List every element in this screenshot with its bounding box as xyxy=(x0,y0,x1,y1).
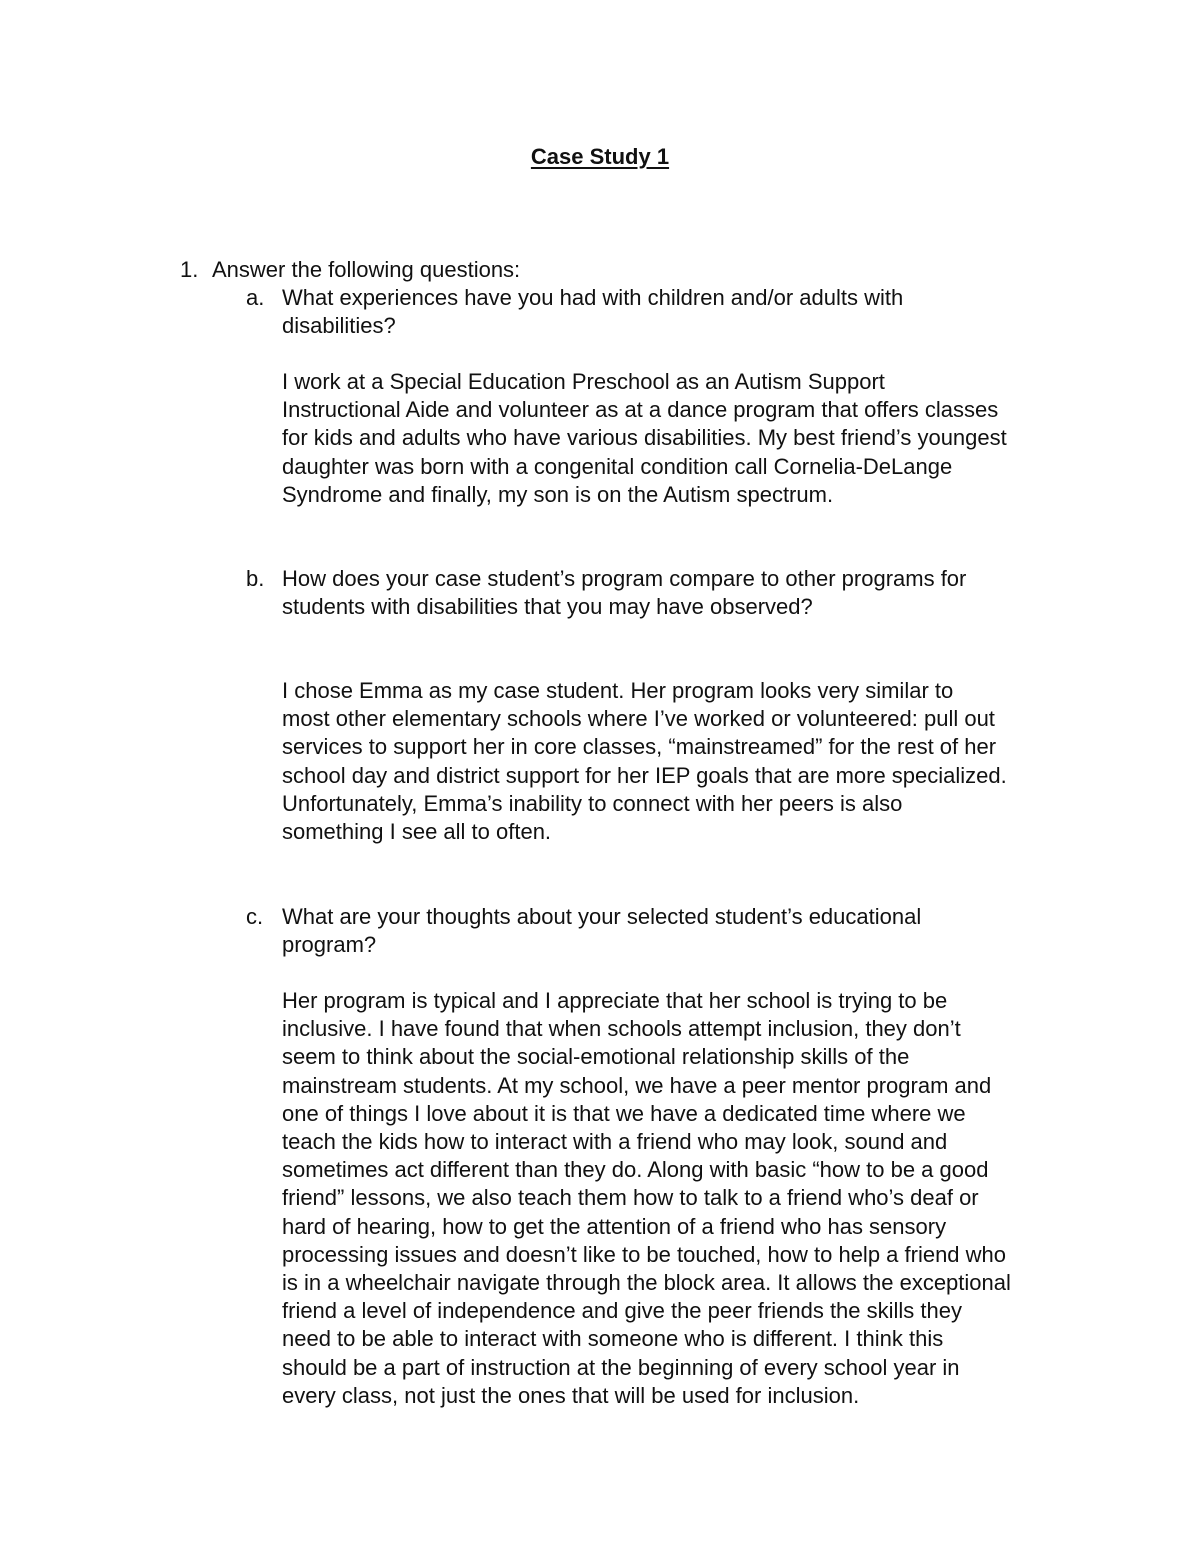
part-c-question-text xyxy=(282,903,1042,959)
part-a-question-line: What experiences have you had with children and/or adults with xyxy=(282,285,904,310)
part-b-answer-line: I chose Emma as my case student. Her program looks very similar to xyxy=(282,678,954,703)
part-c-answer-line: seem to think about the social-emotional relationship skills of the xyxy=(282,1044,910,1070)
part-c-answer-line: should be a part of instruction at the beginning of every school year in xyxy=(282,1354,960,1380)
part-a-answer-line: Instructional Aide and volunteer as at a dance program that offers classes xyxy=(282,397,999,423)
part-c-answer-line: inclusive. I have found that when schools attempt inclusion, they don’t xyxy=(282,1016,961,1042)
part-b-question-text xyxy=(282,565,1042,621)
part-c-answer-line: is in a wheelchair navigate through the block area. It allows the exceptional xyxy=(282,1270,1011,1296)
part-b-question-line: students with disabilities that you may have observed? xyxy=(282,594,813,620)
part-c-answer xyxy=(282,987,1072,1410)
part-a-question-text xyxy=(282,284,1042,340)
question-1-text: Answer the following questions: xyxy=(212,257,521,282)
part-c-answer-line: processing issues and doesn’t like to be touched, how to help a friend who xyxy=(282,1241,1007,1267)
part-a-answer xyxy=(282,368,1072,509)
part-c-answer-line: one of things I love about it is that we have a dedicated time where we xyxy=(282,1100,966,1126)
part-b-answer-line: school day and district support for her IEP goals that are more specialized. xyxy=(282,762,1007,788)
part-a-letter: a. xyxy=(246,285,265,310)
part-b-letter: b. xyxy=(246,566,265,591)
part-c-answer-line: teach the kids how to interact with a friend who may look, sound and xyxy=(282,1129,948,1155)
part-c-answer-line: hard of hearing, how to get the attention of a friend who has sensory xyxy=(282,1213,947,1239)
part-a-answer-line: for kids and adults who have various disabilities. My best friend’s youngest xyxy=(282,425,1007,451)
part-c-question-line: program? xyxy=(282,932,377,958)
part-c-answer-line: every class, not just the ones that will be used for inclusion. xyxy=(282,1382,860,1408)
part-c-letter: c. xyxy=(246,904,264,929)
part-b-answer-line: services to support her in core classes, “mainstreamed” for the rest of her xyxy=(282,734,997,760)
part-c-question-line: What are your thoughts about your selected student’s educational xyxy=(282,904,922,929)
part-c-answer-line: need to be able to interact with someone who is different. I think this xyxy=(282,1326,944,1352)
part-c-answer-line: sometimes act different than they do. Along with basic “how to be a good xyxy=(282,1157,989,1183)
part-b-answer-line: something I see all to often. xyxy=(282,819,552,845)
part-b-answer-line: most other elementary schools where I’ve worked or volunteered: pull out xyxy=(282,706,995,732)
part-a-answer-line: daughter was born with a congenital condition call Cornelia-DeLange xyxy=(282,453,953,479)
question-1-number: 1. xyxy=(180,257,199,282)
part-c-answer-line: friend a level of independence and give the peer friends the skills they xyxy=(282,1298,962,1324)
part-b-question-line: How does your case student’s program compare to other programs for xyxy=(282,566,967,591)
part-a-question-line: disabilities? xyxy=(282,313,396,339)
part-b-answer xyxy=(282,677,1072,846)
part-c-answer-line: friend” lessons, we also teach them how to talk to a friend who’s deaf or xyxy=(282,1185,979,1211)
part-c-answer-line: Her program is typical and I appreciate that her school is trying to be xyxy=(282,988,948,1013)
part-b-answer-line: Unfortunately, Emma’s inability to connect with her peers is also xyxy=(282,790,903,816)
document-title: Case Study 1 xyxy=(530,144,670,169)
part-a-answer-line: Syndrome and finally, my son is on the Autism spectrum. xyxy=(282,481,834,507)
part-c-answer-line: mainstream students. At my school, we have a peer mentor program and xyxy=(282,1072,992,1098)
part-a-answer-line: I work at a Special Education Preschool as an Autism Support xyxy=(282,369,885,394)
